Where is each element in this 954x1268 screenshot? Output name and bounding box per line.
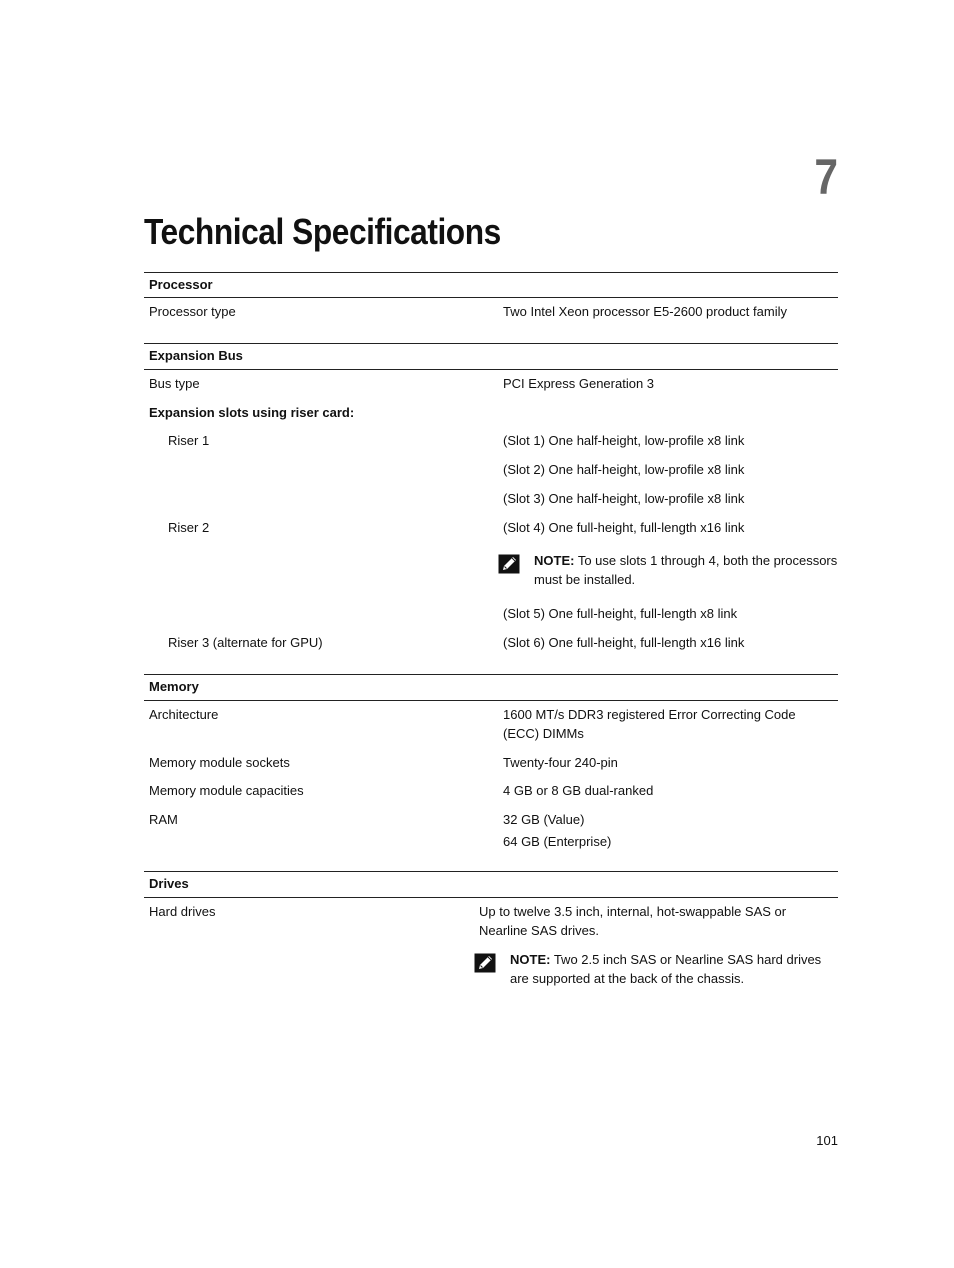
memory-sockets-label: Memory module sockets [149,755,290,770]
processor-heading: Processor [149,277,213,292]
memory-capacities-value: 4 GB or 8 GB dual-ranked [503,783,654,798]
note-body: Two 2.5 inch SAS or Nearline SAS hard drives are supported at the back of the chassis. [510,952,822,986]
page-title: Technical Specifications [144,211,501,252]
page-number: 101 [816,1133,838,1148]
slot-4-value: (Slot 4) One full-height, full-length x16 link [503,520,745,535]
bus-type-label: Bus type [149,376,200,391]
hard-drives-value: Up to twelve 3.5 inch, internal, hot-swappable SAS or Nearline SAS drives. [479,904,787,938]
section-header-rule [144,369,838,370]
chapter-number: 7 [814,149,838,205]
ram-label: RAM [149,812,178,827]
note-body: To use slots 1 through 4, both the processors must be installed. [534,553,838,587]
expansion-slots-heading: Expansion slots using riser card: [149,405,355,420]
section-header-rule [144,297,838,298]
riser-3-label: Riser 3 (alternate for GPU) [168,635,323,650]
section-header-rule [144,700,838,701]
architecture-label: Architecture [149,707,219,722]
slot-2-value: (Slot 2) One half-height, low-profile x8 link [503,462,745,477]
note-drives-text [510,950,840,988]
note-label: NOTE: [534,553,575,568]
note-slots-text [534,551,838,589]
memory-heading: Memory [149,679,199,694]
note-label: NOTE: [510,952,551,967]
note-pencil-icon [474,953,496,973]
memory-capacities-label: Memory module capacities [149,783,304,798]
drives-heading: Drives [149,876,189,891]
expansion-bus-heading: Expansion Bus [149,348,243,363]
section-top-rule [144,674,838,675]
architecture-value: 1600 MT/s DDR3 registered Error Correcting Code (ECC) DIMMs [503,707,796,741]
slot-3-value: (Slot 3) One half-height, low-profile x8 link [503,491,745,506]
slot-6-value: (Slot 6) One full-height, full-length x16 link [503,635,745,650]
memory-sockets-value: Twenty-four 240-pin [503,755,618,770]
section-top-rule [144,871,838,872]
riser-1-label: Riser 1 [168,433,210,448]
note-pencil-icon [498,554,520,574]
bus-type-value: PCI Express Generation 3 [503,376,655,391]
section-top-rule [144,343,838,344]
hard-drives-label: Hard drives [149,904,216,919]
processor-type-label: Processor type [149,304,236,319]
section-header-rule [144,897,838,898]
ram-value-value: 32 GB (Value) [503,812,585,827]
section-top-rule [144,272,838,273]
ram-value-enterprise: 64 GB (Enterprise) [503,834,612,849]
processor-type-value: Two Intel Xeon processor E5-2600 product family [503,304,787,319]
slot-5-value: (Slot 5) One full-height, full-length x8 link [503,606,738,621]
slot-1-value: (Slot 1) One half-height, low-profile x8 link [503,433,745,448]
riser-2-label: Riser 2 [168,520,210,535]
